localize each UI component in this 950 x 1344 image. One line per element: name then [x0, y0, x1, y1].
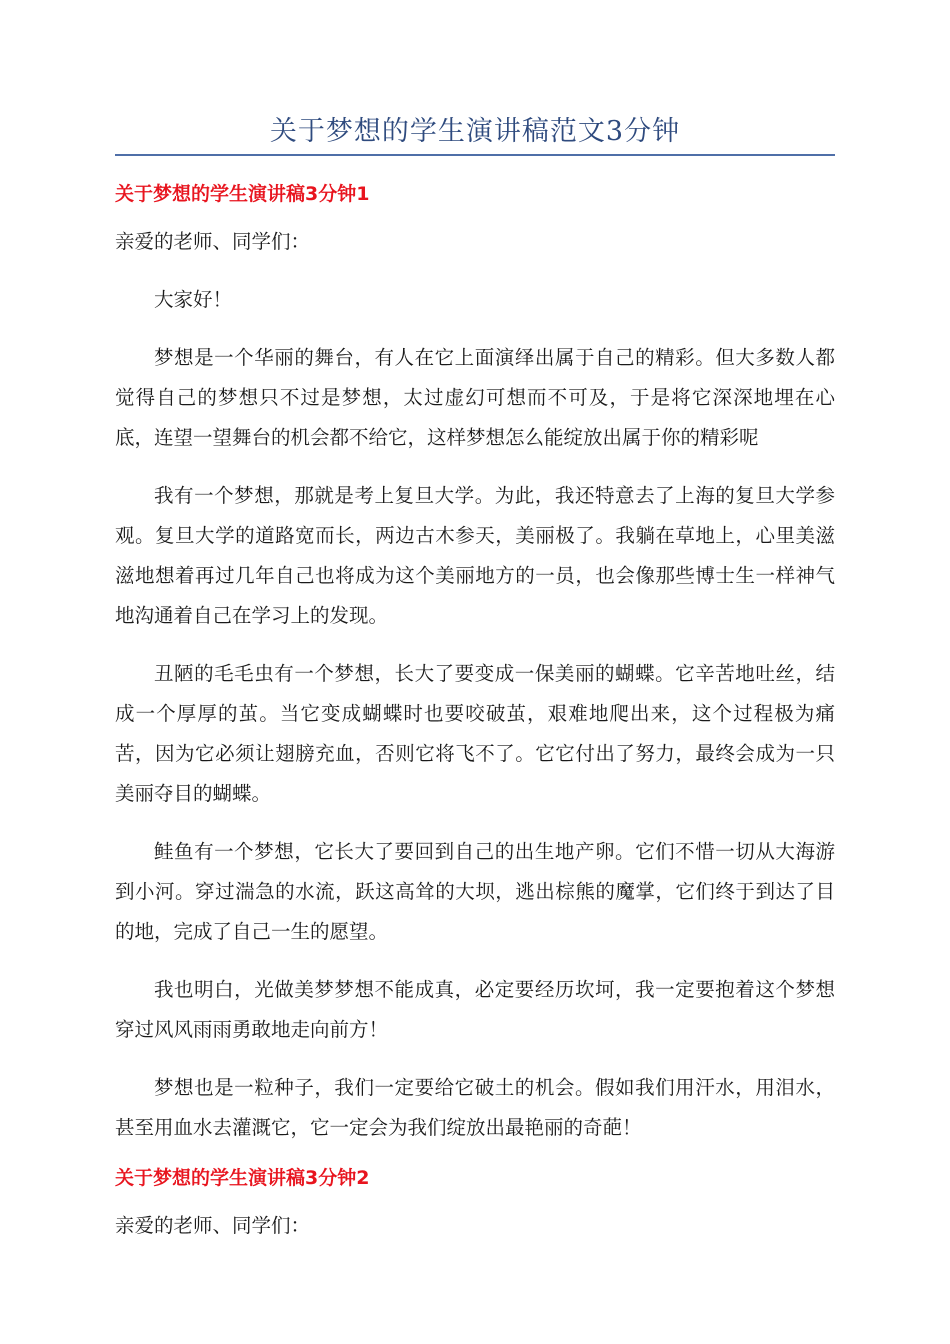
- paragraph: 鲑鱼有一个梦想，它长大了要回到自己的出生地产卵。它们不惜一切从大海游到小河。穿过湍急的水流，跃这高耸的大坝，逃出棕熊的魔掌，它们终于到达了目的地，完成了自己一生的愿望。: [115, 840, 835, 943]
- paragraph: 丑陋的毛毛虫有一个梦想，长大了要变成一保美丽的蝴蝶。它辛苦地吐丝，结成一个厚厚的茧。当它变成蝴蝶时也要咬破茧，艰难地爬出来，这个过程极为痛苦，因为它必须让翅膀充血，否则它将飞不了。它它付出了努力，最终会成为一只美丽夺目的蝴蝶。: [115, 662, 835, 805]
- paragraph: 梦想也是一粒种子，我们一定要给它破土的机会。假如我们用汗水，用泪水，甚至用血水去灌溉它，它一定会为我们绽放出最艳丽的奇葩！: [115, 1076, 835, 1139]
- paragraph: 我有一个梦想，那就是考上复旦大学。为此，我还特意去了上海的复旦大学参观。复旦大学的道路宽而长，两边古木参天，美丽极了。我躺在草地上，心里美滋滋地想着再过几年自己也将成为这个美丽地方的一员，也会像那些博士生一样神气地沟通着自己在学习上的发现。: [115, 484, 835, 627]
- paragraph: 我也明白，光做美梦梦想不能成真，必定要经历坎坷，我一定要抱着这个梦想穿过风风雨雨勇敢地走向前方！: [115, 978, 835, 1041]
- title-underline: [115, 154, 835, 156]
- section-heading-2: 关于梦想的学生演讲稿3分钟2: [115, 1167, 370, 1189]
- salutation-1: 亲爱的老师、同学们：: [115, 230, 311, 253]
- greeting: 大家好！: [154, 288, 233, 311]
- paragraph: 梦想是一个华丽的舞台，有人在它上面演绎出属于自己的精彩。但大多数人都觉得自己的梦想只不过是梦想，太过虚幻可想而不可及，于是将它深深地埋在心底，连望一望舞台的机会都不给它，这样梦想怎么能绽放出属于你的精彩呢: [115, 346, 835, 449]
- salutation-2: 亲爱的老师、同学们：: [115, 1214, 311, 1237]
- document-title: 关于梦想的学生演讲稿范文3分钟: [269, 116, 681, 147]
- document-body: [115, 180, 835, 1246]
- section-heading-1: 关于梦想的学生演讲稿3分钟1: [115, 183, 370, 205]
